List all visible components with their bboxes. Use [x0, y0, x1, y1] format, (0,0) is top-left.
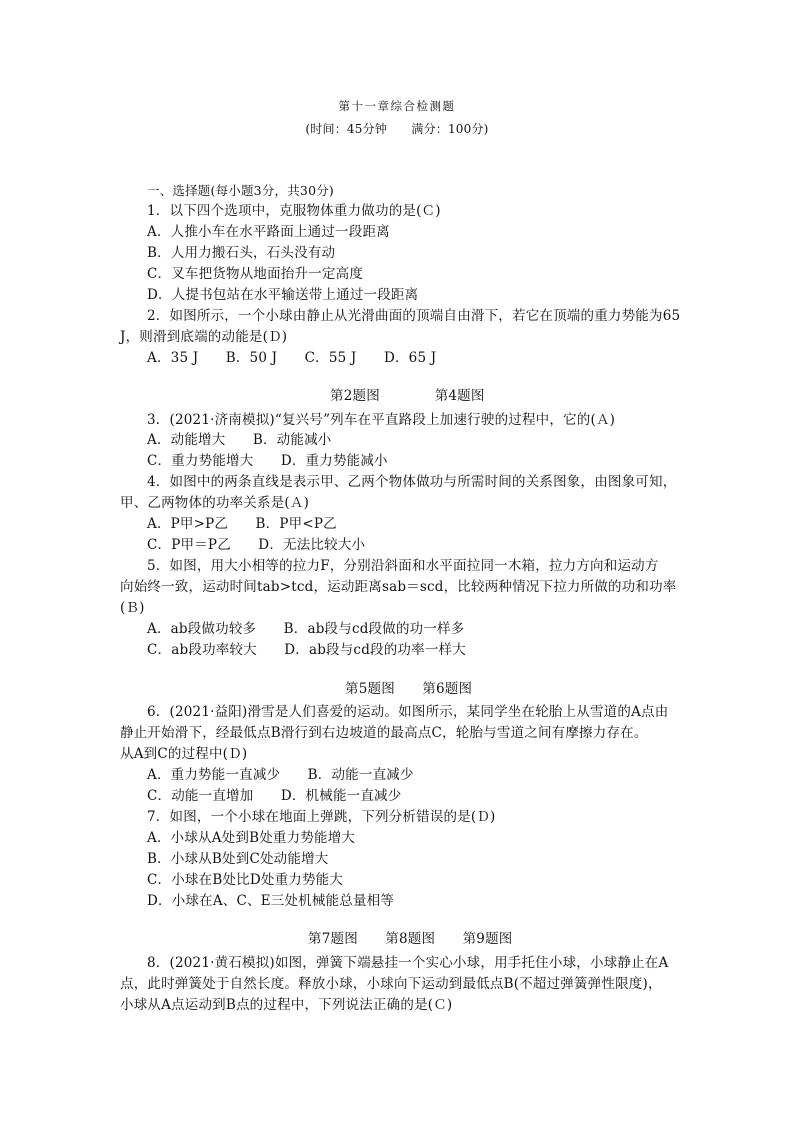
- question-3-options-cd: C．重力势能增大 D．重力势能减小: [147, 453, 388, 469]
- figure-caption-5-6: 第5题图 第6题图: [345, 681, 473, 697]
- question-8-stem-line-3: 小球从A点运动到B点的过程中，下列说法正确的是(Ｃ): [120, 997, 453, 1013]
- question-2-options: A．35 J B．50 J C．55 J D．65 J: [147, 350, 437, 366]
- question-4-stem-line-2: 甲、乙两物体的功率关系是(Ａ): [120, 495, 310, 511]
- question-5-stem-line-3: (Ｂ): [120, 600, 145, 616]
- figure-caption-7-8-9: 第7题图 第8题图 第9题图: [308, 931, 513, 947]
- question-4-options-cd: C．P甲＝P乙 D．无法比较大小: [147, 537, 366, 553]
- question-5-stem-line-2: 向始终一致，运动时间tab>tcd，运动距离sab＝scd，比较两种情况下拉力所做的功和功率: [120, 579, 677, 595]
- page-title: 第十一章综合检测题: [338, 99, 456, 113]
- figure-caption-2-4: 第2题图 第4题图: [330, 388, 485, 404]
- question-1-stem: 1．以下四个选项中，克服物体重力做功的是(Ｃ): [147, 203, 441, 219]
- question-7-option-a: A．小球从A处到B处重力势能增大: [147, 830, 356, 846]
- question-1-option-c: C．叉车把货物从地面抬升一定高度: [147, 266, 364, 282]
- question-6-options-ab: A．重力势能一直减少 B．动能一直减少: [147, 767, 414, 783]
- question-4-options-ab: A．P甲>P乙 B．P甲<P乙: [147, 516, 337, 532]
- question-5-stem-line-1: 5．如图，用大小相等的拉力F，分别沿斜面和水平面拉同一木箱，拉力方向和运动方: [147, 558, 659, 574]
- question-4-stem-line-1: 4．如图中的两条直线是表示甲、乙两个物体做功与所需时间的关系图象，由图象可知，: [147, 474, 677, 490]
- question-7-stem: 7．如图，一个小球在地面上弹跳，下列分析错误的是(Ｄ): [147, 809, 496, 825]
- question-3-stem: 3．(2021·济南模拟)“复兴号”列车在平直路段上加速行驶的过程中，它的(Ａ): [147, 412, 616, 428]
- section-heading: 一、选择题(每小题3分，共30分): [147, 183, 335, 198]
- question-6-stem-line-1: 6．(2021·益阳)滑雪是人们喜爱的运动。如图所示，某同学坐在轮胎上从雪道的A点由: [147, 704, 669, 720]
- question-6-stem-line-3: 从A到C的过程中(Ｄ): [120, 746, 248, 762]
- question-2-stem-line-1: 2．如图所示，一个小球由静止从光滑曲面的顶端自由滑下，若它在顶端的重力势能为65: [147, 308, 681, 324]
- question-8-stem-line-2: 点，此时弹簧处于自然长度。释放小球，小球向下运动到最低点B(不超过弹簧弹性限度)，: [120, 976, 662, 992]
- question-1-option-d: D．人提书包站在水平输送带上通过一段距离: [147, 287, 419, 303]
- question-6-options-cd: C．动能一直增加 D．机械能一直减少: [147, 788, 402, 804]
- exam-info: (时间：45分钟 满分：100分): [305, 122, 489, 136]
- question-2-stem-line-2: J，则滑到底端的动能是(Ｄ): [120, 329, 288, 345]
- question-5-options-ab: A．ab段做功较多 B．ab段与cd段做的功一样多: [147, 621, 465, 637]
- question-7-option-d: D．小球在A、C、E三处机械能总量相等: [147, 893, 395, 909]
- question-5-options-cd: C．ab段功率较大 D．ab段与cd段的功率一样大: [147, 642, 466, 658]
- question-3-options-ab: A．动能增大 B．动能减小: [147, 432, 332, 448]
- question-7-option-c: C．小球在B处比D处重力势能大: [147, 872, 344, 888]
- question-6-stem-line-2: 静止开始滑下，经最低点B滑行到右边坡道的最高点C，轮胎与雪道之间有摩擦力存在。: [120, 725, 648, 741]
- question-7-option-b: B．小球从B处到C处动能增大: [147, 851, 329, 867]
- question-8-stem-line-1: 8．(2021·黄石模拟)如图，弹簧下端悬挂一个实心小球，用手托住小球，小球静止在A: [147, 955, 669, 971]
- question-1-option-b: B．人用力搬石头，石头没有动: [147, 245, 336, 261]
- question-1-option-a: A．人推小车在水平路面上通过一段距离: [147, 224, 390, 240]
